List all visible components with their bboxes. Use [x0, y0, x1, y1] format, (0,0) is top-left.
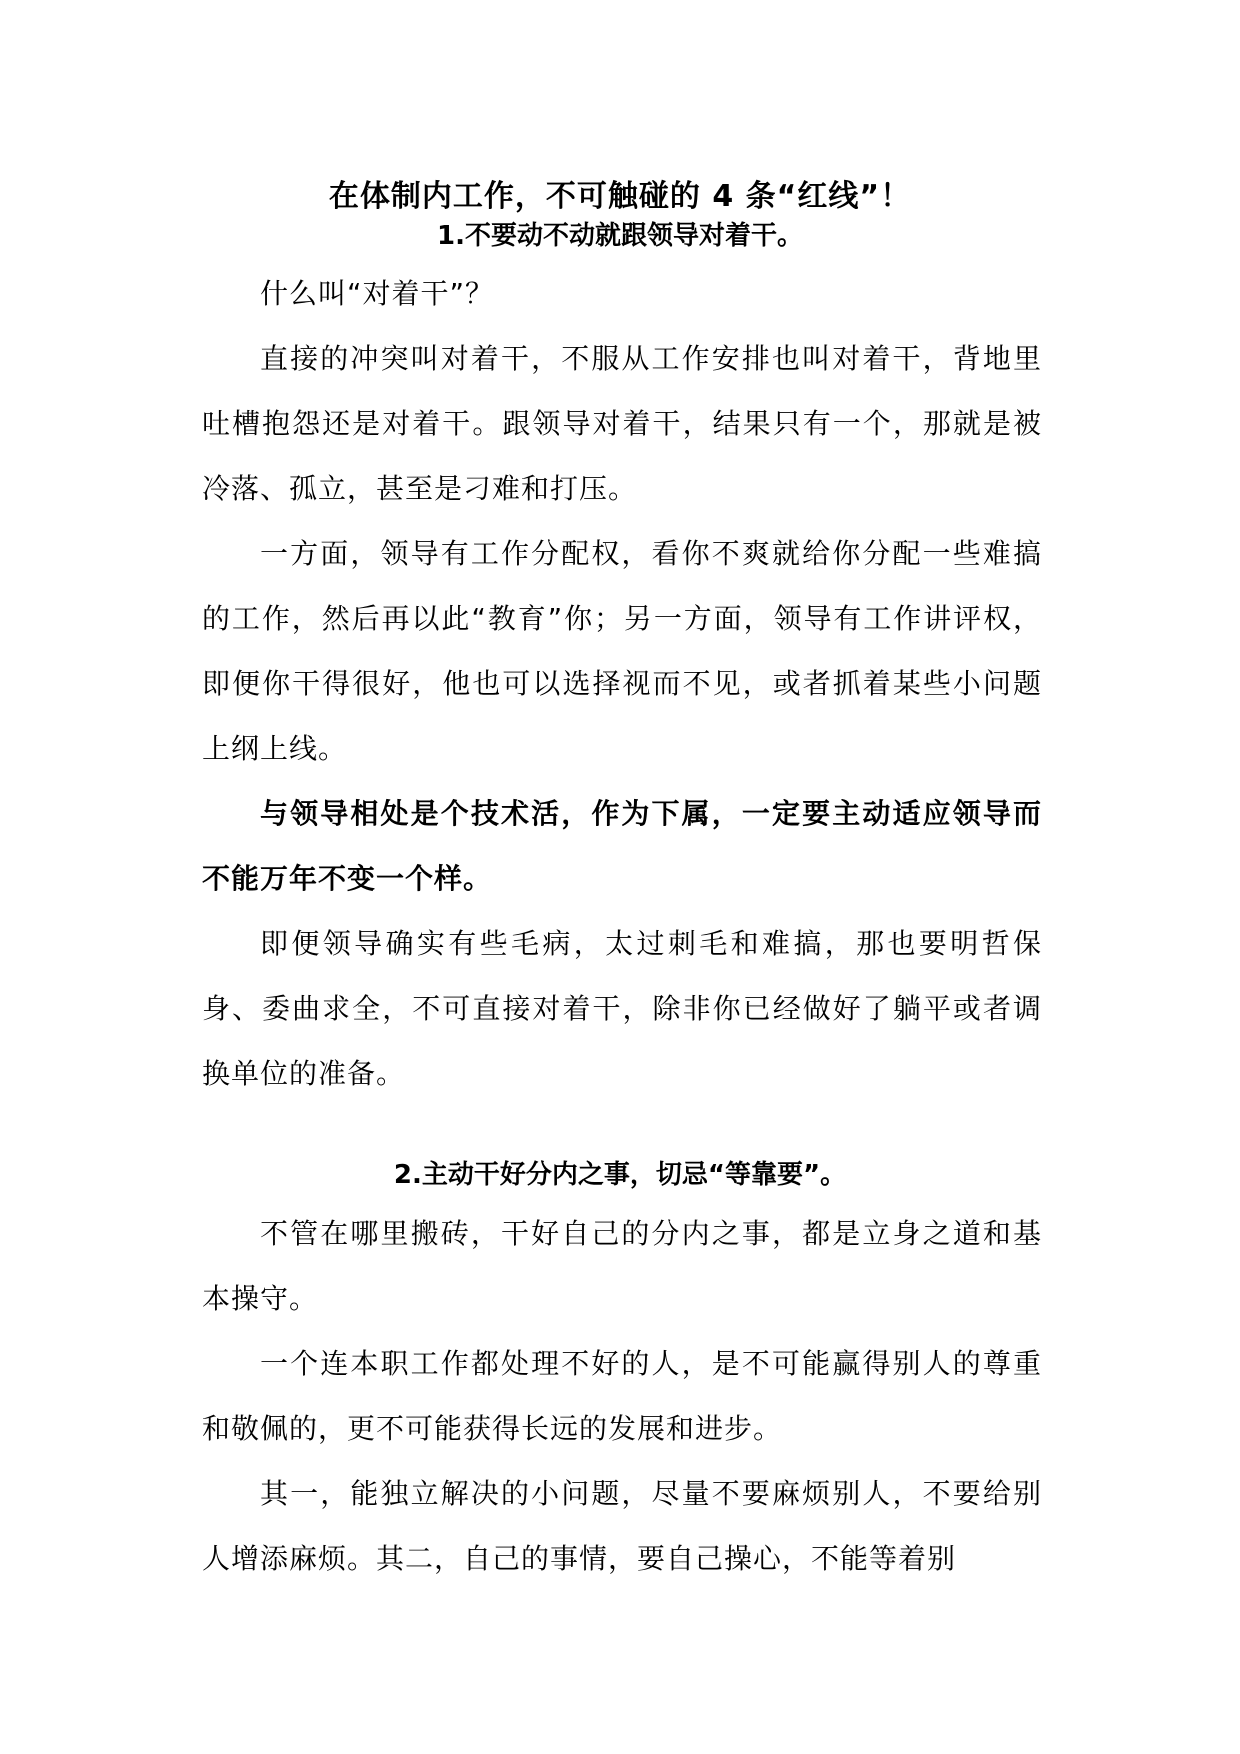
paragraph: 其一，能独立解决的小问题，尽量不要麻烦别人，不要给别人增添麻烦。其二，自己的事情，要自己操心，不能等着别	[202, 1477, 1042, 1575]
section-body-1	[202, 261, 1042, 1106]
section-body-2	[202, 1201, 1042, 1591]
paragraph: 一方面，领导有工作分配权，看你不爽就给你分配一些难搞的工作，然后再以此“教育”你；另一方面，领导有工作讲评权，即便你干得很好，他也可以选择视而不见，或者抓着某些小问题上纲上线。	[202, 537, 1042, 765]
paragraph: 直接的冲突叫对着干，不服从工作安排也叫对着干，背地里吐槽抱怨还是对着干。跟领导对着干，结果只有一个，那就是被冷落、孤立，甚至是刁难和打压。	[202, 342, 1042, 505]
paragraph: 什么叫“对着干”？	[260, 277, 495, 310]
paragraph: 即便领导确实有些毛病，太过刺毛和难搞，那也要明哲保身、委曲求全，不可直接对着干，除非你已经做好了躺平或者调换单位的准备。	[202, 927, 1042, 1090]
document-title: 在体制内工作，不可触碰的 4 条“红线”！	[328, 179, 912, 214]
paragraph: 不管在哪里搬砖，干好自己的分内之事，都是立身之道和基本操守。	[202, 1217, 1042, 1315]
section-heading-2: 2.主动干好分内之事，切忌“等靠要”。	[393, 1160, 847, 1190]
paragraph: 一个连本职工作都处理不好的人，是不可能赢得别人的尊重和敬佩的，更不可能获得长远的发展和进步。	[202, 1347, 1042, 1445]
emphasis-paragraph: 与领导相处是个技术活，作为下属，一定要主动适应领导而不能万年不变一个样。	[202, 797, 1042, 895]
section-heading-1: 1.不要动不动就跟领导对着干。	[437, 221, 803, 251]
